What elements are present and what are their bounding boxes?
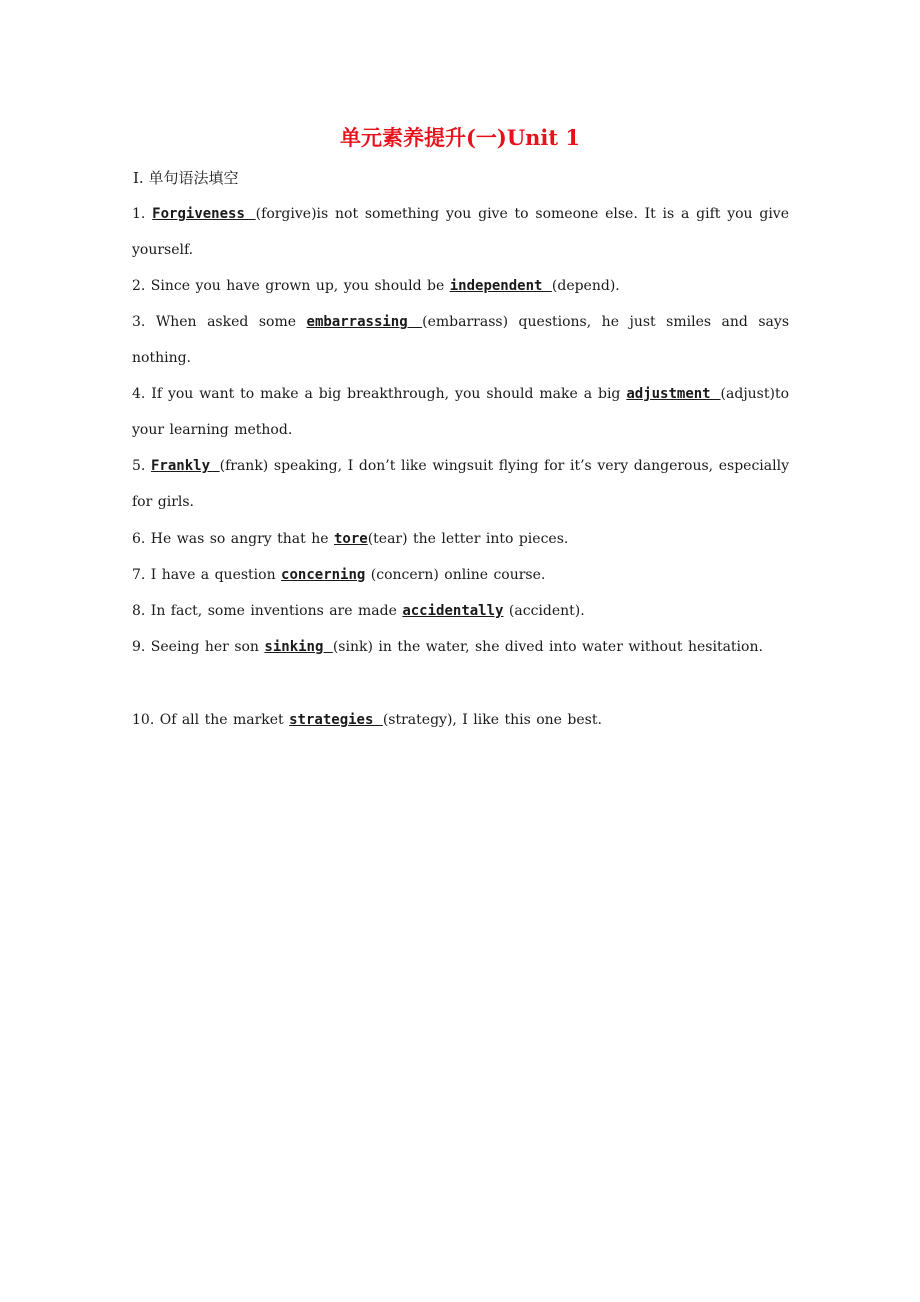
question-item: 2. Since you have grown up, you should be independent (depend). bbox=[132, 278, 620, 294]
question-item: 4. If you want to make a big breakthrough, you should make a big adjustment (adjust)to your learning method. bbox=[132, 386, 790, 438]
question-item: 9. Seeing her son sinking (sink) in the water, she dived into water without hesitation. bbox=[132, 639, 763, 655]
answer-blank: Forgiveness bbox=[152, 206, 256, 222]
page-title: 单元素养提升(一)Unit 1 bbox=[339, 125, 581, 150]
answer-blank: accidentally bbox=[402, 603, 504, 619]
question-number: 9. bbox=[132, 639, 146, 655]
question-number: 7. bbox=[132, 567, 146, 583]
question-item: 10. Of all the market strategies (strategy), I like this one best. bbox=[132, 712, 602, 728]
question-item: 3. When asked some embarrassing (embarrass) questions, he just smiles and says nothing. bbox=[132, 314, 790, 366]
answer-blank: tore bbox=[333, 531, 368, 547]
answer-blank: sinking bbox=[264, 639, 333, 655]
answer-blank: adjustment bbox=[626, 386, 721, 402]
question-item: 5. Frankly (frank) speaking, I don’t like wingsuit flying for it’s very dangerous, especially for girls. bbox=[132, 458, 789, 510]
question-number: 4. bbox=[132, 386, 146, 402]
answer-blank: embarrassing bbox=[306, 314, 423, 330]
question-item: 6. He was so angry that he tore(tear) the letter into pieces. bbox=[132, 531, 569, 547]
question-number: 10. bbox=[132, 712, 155, 728]
question-number: 3. bbox=[132, 314, 146, 330]
question-item: 1. Forgiveness (forgive)is not something you give to someone else. It is a gift you give yourself. bbox=[132, 206, 789, 258]
section-heading: Ⅰ. 单句语法填空 bbox=[133, 169, 239, 187]
question-item: 8. In fact, some inventions are made accidentally (accident). bbox=[132, 603, 585, 619]
question-number: 6. bbox=[132, 531, 146, 547]
question-number: 8. bbox=[132, 603, 146, 619]
question-number: 5. bbox=[132, 458, 146, 474]
question-number: 1. bbox=[132, 206, 146, 222]
answer-blank: independent bbox=[449, 278, 552, 294]
question-number: 2. bbox=[132, 278, 146, 294]
answer-blank: concerning bbox=[281, 567, 366, 583]
question-item: 7. I have a question concerning (concern) online course. bbox=[132, 567, 546, 583]
answer-blank: strategies bbox=[289, 712, 383, 728]
answer-blank: Frankly bbox=[151, 458, 220, 474]
